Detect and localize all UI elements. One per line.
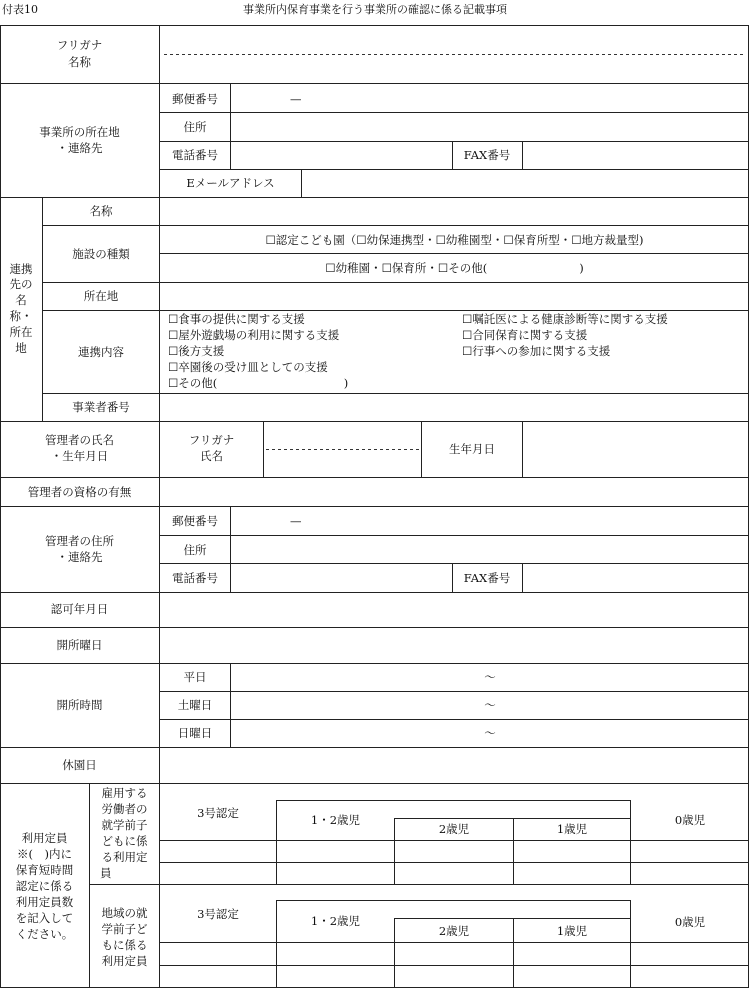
employee-capacity-line-6: 員 (100, 866, 112, 880)
partner-type-option-1: ☐認定こども園（☐幼保連携型・☐幼稚園型・☐保育所型・☐地方裁量型) (265, 233, 644, 247)
local-capacity-line-2: 学前子ど (101, 922, 148, 936)
location-postal-dash: — (290, 92, 302, 106)
partner-vertical-label-4: 称・ (9, 309, 33, 323)
partner-vertical-label-3: 名 (15, 293, 27, 307)
location-address-label: 住所 (183, 120, 207, 134)
appendix-number: 付表10 (2, 3, 38, 16)
manager-name-heading-birth: ・生年月日 (50, 449, 109, 463)
support-joint-care-checkbox[interactable]: ☐合同保育に関する支援 (462, 328, 588, 342)
support-other-checkbox[interactable]: ☐その他( ) (168, 376, 349, 390)
hours-weekday-label: 平日 (183, 670, 207, 684)
manager-qualification-label: 管理者の資格の有無 (27, 485, 132, 499)
approval-date-label: 認可年月日 (50, 602, 109, 616)
partner-vertical-label-5: 所在 (9, 325, 33, 339)
support-playground-checkbox[interactable]: ☐屋外遊戯場の利用に関する支援 (168, 328, 340, 342)
capacity-note-3: 認定に係る (15, 879, 74, 893)
open-hours-label: 開所時間 (56, 698, 103, 712)
hours-saturday-label: 土曜日 (177, 698, 213, 712)
capacity-note-6: ください。 (15, 927, 74, 941)
manager-name-heading: 管理者の氏名 (45, 433, 114, 447)
facility-furigana-label: フリガナ (56, 38, 103, 52)
employee-age12-header: 1・2歳児 (310, 813, 361, 827)
manager-address-heading-contact: ・連絡先 (56, 550, 103, 564)
partner-operator-number-label: 事業者番号 (72, 400, 130, 414)
manager-birth-label: 生年月日 (449, 442, 495, 456)
local-capacity-line-1: 地域の就 (101, 906, 148, 920)
open-days-label: 開所曜日 (56, 638, 103, 652)
manager-postal-dash: — (290, 514, 302, 528)
support-meals-checkbox[interactable]: ☐食事の提供に関する支援 (168, 312, 305, 326)
location-postal-label: 郵便番号 (172, 92, 218, 106)
local-capacity-line-3: もに係る (101, 938, 148, 952)
partner-name-label: 名称 (89, 204, 113, 218)
capacity-label: 利用定員 (21, 831, 68, 845)
local-age1-header: 1歳児 (556, 924, 588, 938)
employee-cert3-header: 3号認定 (197, 806, 239, 820)
support-events-checkbox[interactable]: ☐行事への参加に関する支援 (462, 344, 611, 358)
capacity-note-2: 保育短時間 (15, 863, 74, 877)
manager-address-label: 住所 (183, 543, 207, 557)
local-cert3-header: 3号認定 (197, 907, 239, 921)
local-age0-header: 0歳児 (674, 915, 706, 929)
employee-capacity-line-3: 就学前子 (101, 818, 148, 832)
partner-facility-type-label: 施設の種類 (72, 247, 130, 261)
employee-capacity-line-2: 労働者の (101, 802, 148, 816)
partner-vertical-label-1: 連携 (9, 262, 33, 276)
capacity-note-5: を記入して (15, 911, 74, 925)
location-heading: 事業所の所在地 (39, 125, 120, 139)
employee-age1-header: 1歳児 (556, 822, 588, 836)
manager-furigana-label: フリガナ (188, 433, 235, 447)
partner-location-label: 所在地 (83, 289, 119, 303)
partner-vertical-label-2: 先の (9, 277, 33, 291)
hours-sunday-tilde: ～ (484, 726, 496, 740)
partner-type-option-2: ☐幼稚園・☐保育所・☐その他( ) (325, 261, 584, 275)
manager-name-label: 氏名 (200, 449, 223, 463)
form-title: 事業所内保育事業を行う事業所の確認に係る記載事項 (243, 3, 507, 16)
location-email-label: Eメールアドレス (186, 176, 275, 190)
manager-phone-label: 電話番号 (172, 571, 218, 585)
manager-fax-label: FAX番号 (463, 571, 511, 585)
hours-sunday-label: 日曜日 (177, 726, 213, 740)
hours-weekday-tilde: ～ (484, 670, 496, 684)
employee-capacity-line-1: 雇用する (101, 786, 148, 800)
support-doctor-checkbox[interactable]: ☐嘱託医による健康診断等に関する支援 (462, 312, 668, 326)
partner-vertical-label-6: 地 (15, 341, 27, 355)
support-backup-checkbox[interactable]: ☐後方支援 (168, 344, 225, 358)
location-phone-label: 電話番号 (172, 148, 218, 162)
capacity-note-1: ※( )内に (17, 847, 72, 861)
manager-postal-label: 郵便番号 (172, 514, 218, 528)
location-fax-label: FAX番号 (463, 148, 511, 162)
employee-age0-header: 0歳児 (674, 813, 706, 827)
manager-address-heading: 管理者の住所 (45, 534, 114, 548)
location-heading-contact: ・連絡先 (56, 141, 103, 155)
hours-saturday-tilde: ～ (484, 698, 496, 712)
partner-content-label: 連携内容 (78, 345, 124, 359)
facility-name-label: 名称 (68, 55, 91, 69)
local-capacity-line-4: 利用定員 (101, 954, 148, 968)
local-age12-header: 1・2歳児 (310, 914, 361, 928)
employee-capacity-line-5: る利用定 (101, 850, 148, 864)
support-after-graduation-checkbox[interactable]: ☐卒園後の受け皿としての支援 (168, 360, 328, 374)
closed-days-label: 休園日 (62, 758, 97, 772)
local-age2-header: 2歳児 (438, 924, 470, 938)
employee-age2-header: 2歳児 (438, 822, 470, 836)
capacity-note-4: 利用定員数 (15, 895, 74, 909)
employee-capacity-line-4: どもに係 (101, 834, 148, 848)
